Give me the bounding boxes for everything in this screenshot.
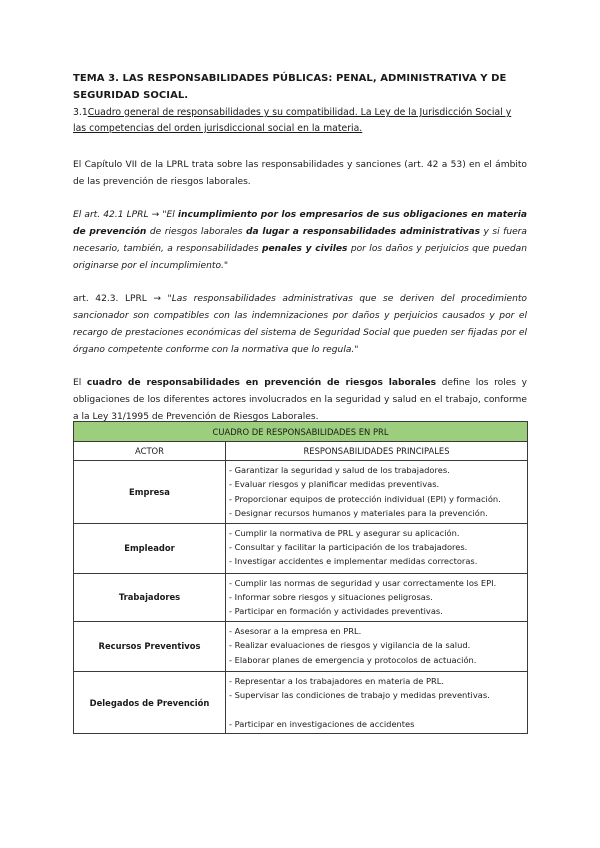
p4-text-a: El [73,378,87,388]
table-row [74,671,528,734]
responsibility-item: - Supervisar las condiciones de trabajo y medidas preventivas. [229,690,490,701]
subsection-title [73,105,527,137]
subsection-number: 3.1 [73,107,88,118]
actor-cell: Empresa [74,461,226,524]
responsibilities-cell [226,461,528,524]
p4-text-c: define los roles y obligaciones de los diferentes actores involucrados en la seguridad y salud en el trabajo, conforme a la Ley 31/1995 de Prevención de Riesgos Laborales. [73,378,527,422]
responsibility-item: - Elaborar planes de emergencia y protocolos de actuación. [229,654,477,665]
responsibilities-cell [226,573,528,621]
table-row [74,573,528,621]
p2-text-e: y si fuera necesario, también, a responsabilidades [73,227,527,254]
p2-text-d: da lugar a responsabilidades administrativas [245,227,481,237]
table-title: CUADRO DE RESPONSABILIDADES EN PRL [74,422,528,442]
p2-text-f: penales y civiles [261,244,348,254]
responsibility-item: - Designar recursos humanos y materiales para la prevención. [229,508,488,519]
responsibility-item: - Informar sobre riesgos y situaciones peligrosas. [229,592,433,603]
p3-text-a: art. 42.3. LPRL → [73,294,168,304]
table-title-row [74,422,528,442]
document-page [73,70,527,426]
responsibility-item: - Asesorar a la empresa en PRL. [229,625,362,636]
responsibility-item: - Consultar y facilitar la participación de los trabajadores. [229,542,468,553]
responsibility-item: - Realizar evaluaciones de riesgos y vigilancia de la salud. [229,640,471,651]
spacer [229,703,527,717]
column-header-actor: ACTOR [74,442,226,461]
subsection-text: Cuadro general de responsabilidades y su compatibilidad. La Ley de la Jurisdicción Social y las competencias del orden jurisdiccional social en la materia. [73,107,512,134]
responsibility-item: - Proporcionar equipos de protección individual (EPI) y formación. [229,493,501,504]
table-row [74,621,528,671]
actor-cell: Empleador [74,523,226,573]
section-title: TEMA 3. LAS RESPONSABILIDADES PÚBLICAS: PENAL, ADMINISTRATIVA Y DE SEGURIDAD SOCIAL. [73,73,507,101]
responsibilities-cell [226,621,528,671]
paragraph-cuadro-intro [73,375,527,426]
responsibility-item: - Cumplir la normativa de PRL y asegurar su aplicación. [229,527,460,538]
responsibility-item: - Evaluar riesgos y planificar medidas preventivas. [229,479,440,490]
paragraph-art-42-3 [73,291,527,359]
paragraph-art-42-1 [73,207,527,275]
p2-text-g: por los daños y perjuicios que puedan originarse por el incumplimiento." [73,244,527,271]
table-row [74,461,528,524]
table-header-row [74,442,528,461]
table-row [74,523,528,573]
p3-text-b: "Las responsabilidades administrativas que se deriven del procedimiento sancionador son compatibles con las indemnizaciones por daños y perjuicios causados y por el recargo de prestaciones económicas del sistema de Seguridad Social que pueden ser fijadas por el órgano competente conforme con la normativa que lo regula." [73,294,527,355]
responsibility-item: - Participar en formación y actividades preventivas. [229,606,443,617]
column-header-responsibilities: RESPONSABILIDADES PRINCIPALES [226,442,528,461]
responsibilities-cell [226,523,528,573]
actor-cell: Recursos Preventivos [74,621,226,671]
responsibility-item: - Representar a los trabajadores en materia de PRL. [229,675,444,686]
p2-text-a: El art. 42.1 LPRL → "El [73,210,178,220]
responsibility-item: - Participar en investigaciones de accidentes [229,719,415,730]
p2-text-c: de riesgos laborales [146,227,246,237]
responsibility-item: - Cumplir las normas de seguridad y usar correctamente los EPI. [229,577,497,588]
actor-cell: Delegados de Prevención [74,671,226,734]
responsibility-item: - Investigar accidentes e implementar medidas correctoras. [229,556,478,567]
responsibility-item: - Garantizar la seguridad y salud de los trabajadores. [229,465,450,475]
responsibilities-table [73,421,528,734]
p4-text-b: cuadro de responsabilidades en prevención de riesgos laborales [86,378,437,388]
responsibilities-cell [226,671,528,734]
p2-text-b: incumplimiento por los empresarios de sus obligaciones en materia de prevención [73,210,527,237]
actor-cell: Trabajadores [74,573,226,621]
paragraph-capitulo-vii: El Capítulo VII de la LPRL trata sobre las responsabilidades y sanciones (art. 42 a 53) en el ámbito de las prevención de riesgos laborales. [73,160,527,187]
